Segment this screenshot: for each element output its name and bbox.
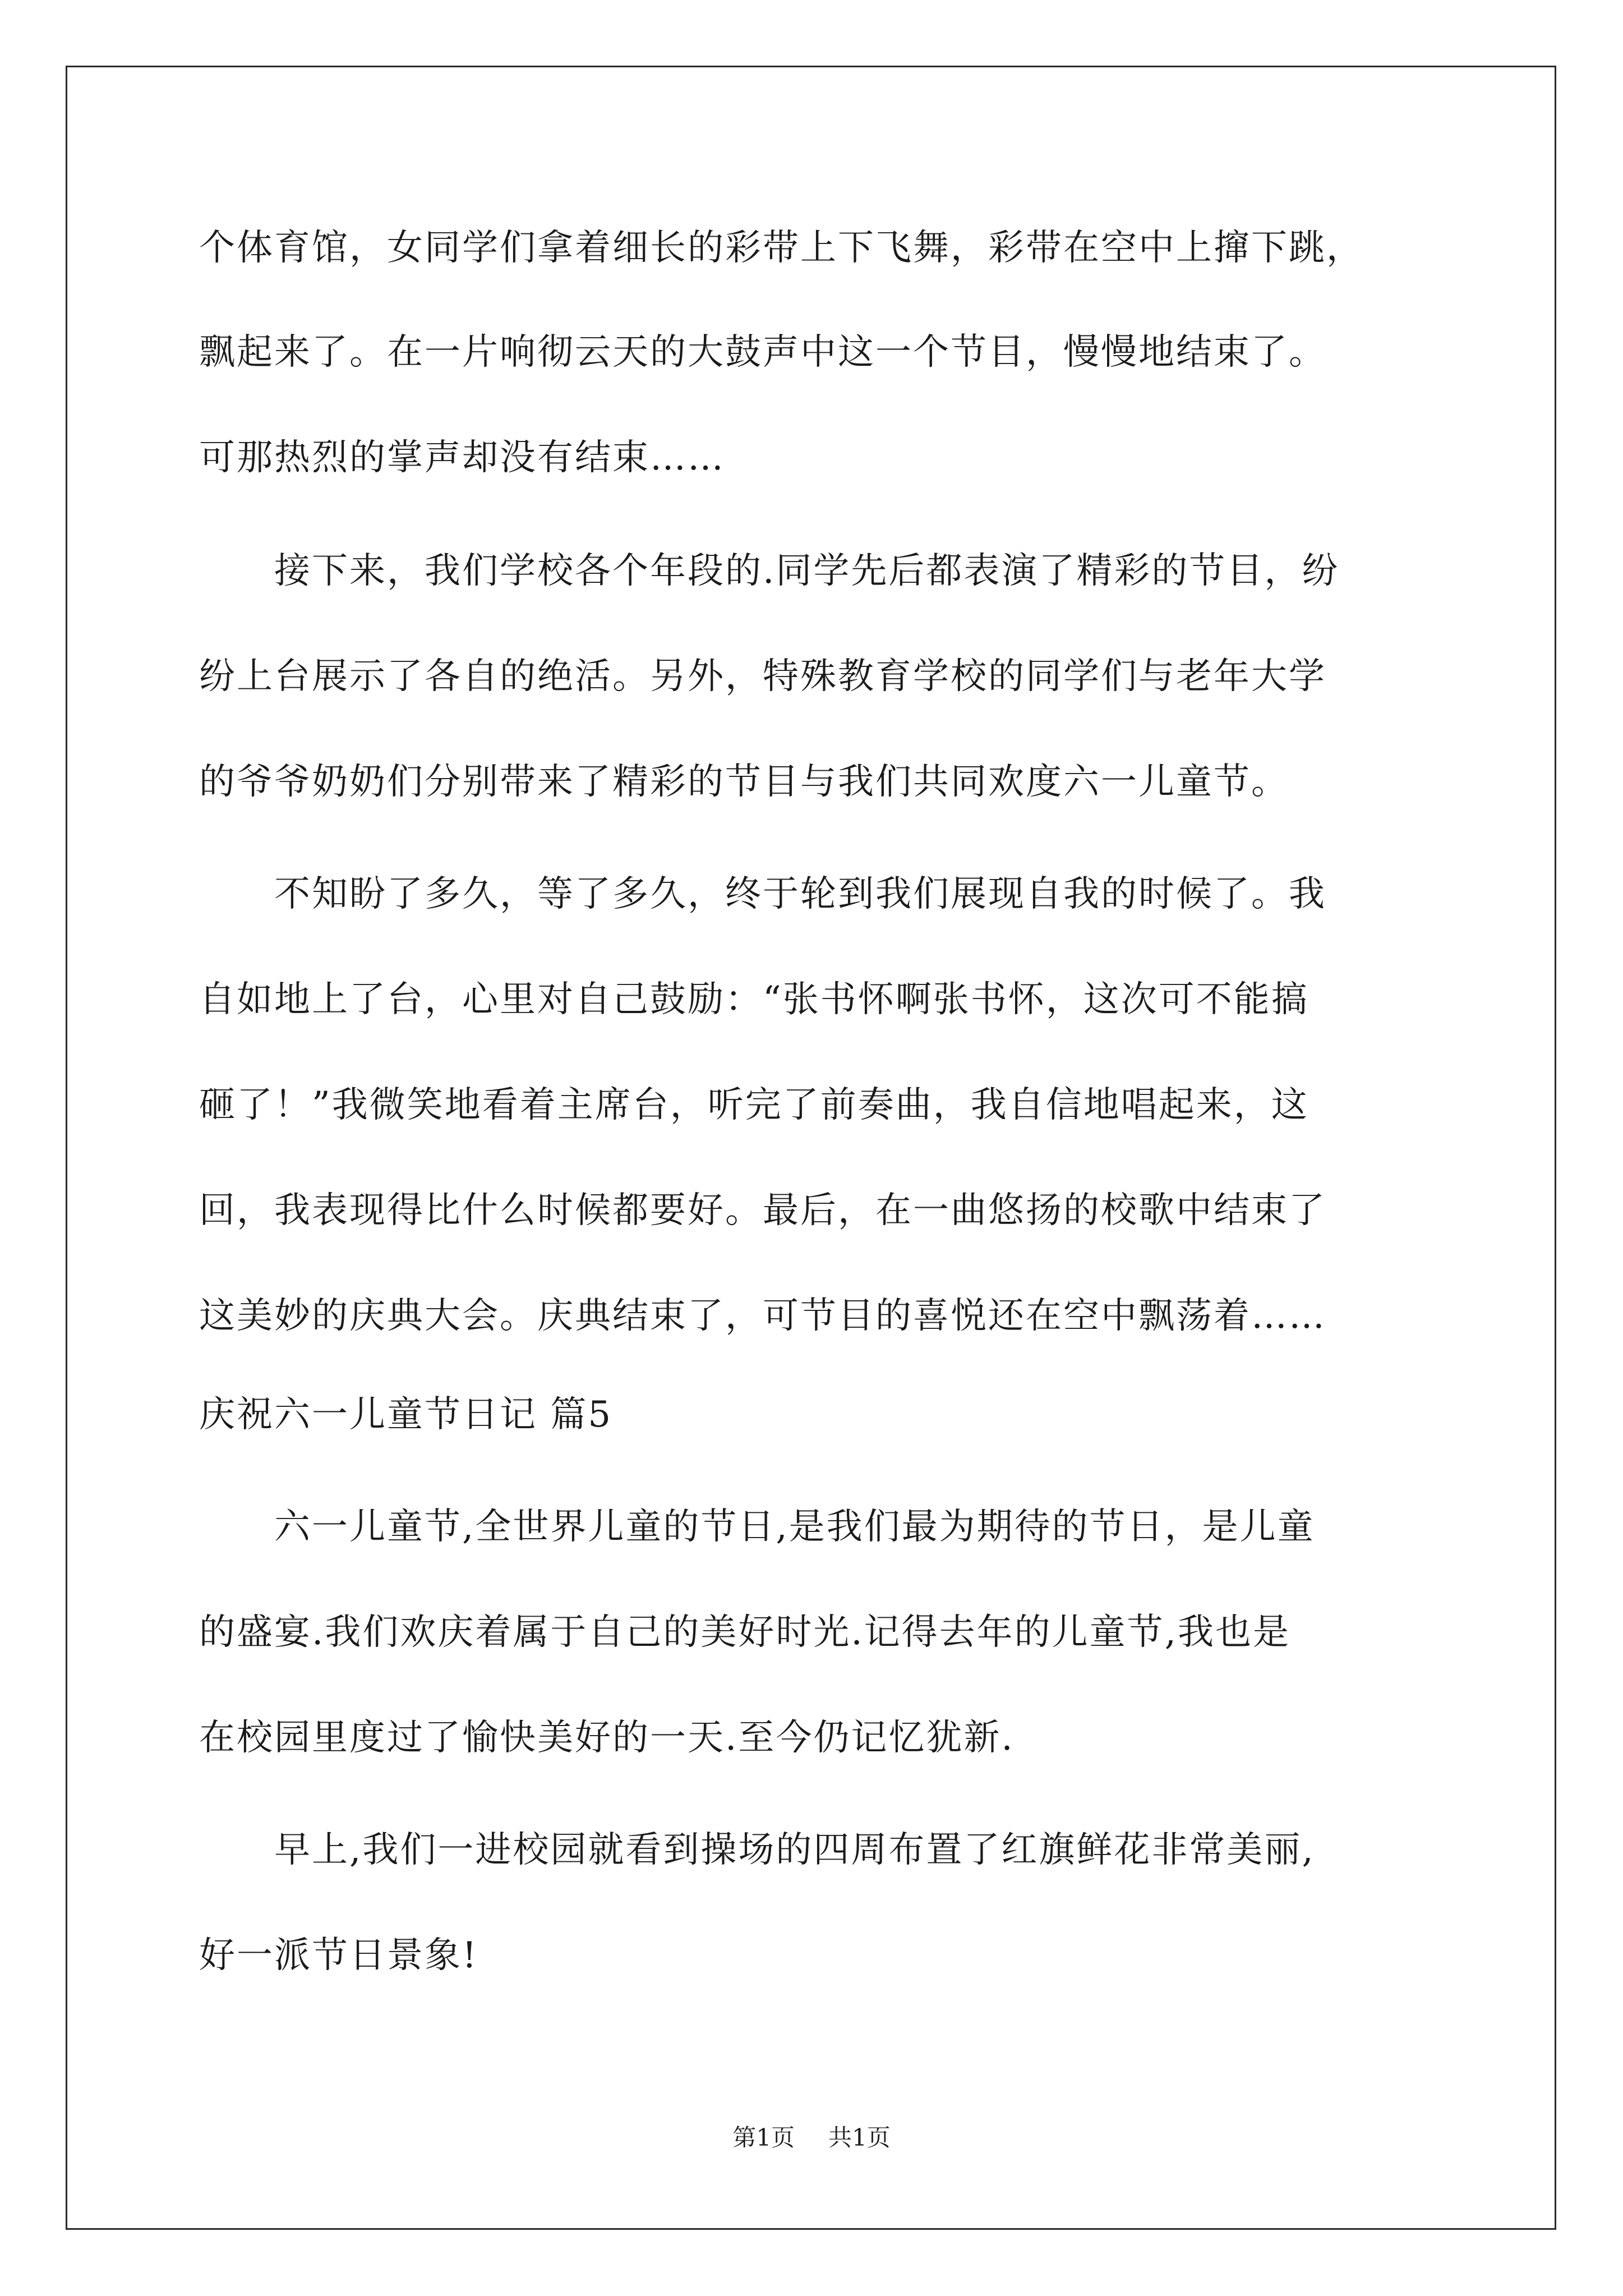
text-line: 纷上台展示了各自的绝活。另外，特殊教育学校的同学们与老年大学	[199, 656, 1326, 697]
text-line: 早上,我们一进校园就看到操场的四周布置了红旗鲜花非常美丽,	[199, 1829, 1315, 1871]
text-line: 好一派节日景象!	[199, 1935, 478, 1976]
text-line: 可那热烈的掌声却没有结束……	[199, 437, 725, 478]
page-number: 第1页	[732, 2124, 795, 2151]
text-line: 砸了！”我微笑地看着主席台，听完了前奏曲，我自信地唱起来，这	[199, 1084, 1309, 1126]
text-line: 这美妙的庆典大会。庆典结束了，可节目的喜悦还在空中飘荡着……	[199, 1295, 1326, 1337]
text-line: 不知盼了多久，等了多久，终于轮到我们展现自我的时候了。我	[199, 873, 1326, 915]
text-line: 六一儿童节,全世界儿童的节日,是我们最为期待的节日，是儿童	[199, 1506, 1315, 1548]
text-line: 接下来，我们学校各个年段的.同学先后都表演了精彩的节目，纷	[199, 550, 1340, 592]
text-line: 在校园里度过了愉快美好的一天.至今仍记忆犹新.	[199, 1717, 1015, 1759]
text-line: 自如地上了台，心里对自己鼓励：“张书怀啊张书怀，这次可不能搞	[199, 979, 1309, 1020]
text-line: 的爷爷奶奶们分别带来了精彩的节目与我们共同欢度六一儿童节。	[199, 761, 1289, 803]
text-line: 的盛宴.我们欢庆着属于自己的美好时光.记得去年的儿童节,我也是	[199, 1612, 1291, 1653]
text-line: 个体育馆，女同学们拿着细长的彩带上下飞舞，彩带在空中上撺下跳，	[199, 227, 1364, 269]
text-line: 飘起来了。在一片响彻云天的大鼓声中这一个节目，慢慢地结束了。	[199, 332, 1326, 373]
page-total: 共1页	[828, 2124, 891, 2151]
page-footer	[0, 2126, 1623, 2150]
page-border	[66, 66, 1556, 2230]
section-heading: 庆祝六一儿童节日记 篇5	[199, 1394, 613, 1435]
text-line: 回，我表现得比什么时候都要好。最后，在一曲悠扬的校歌中结束了	[199, 1190, 1326, 1231]
